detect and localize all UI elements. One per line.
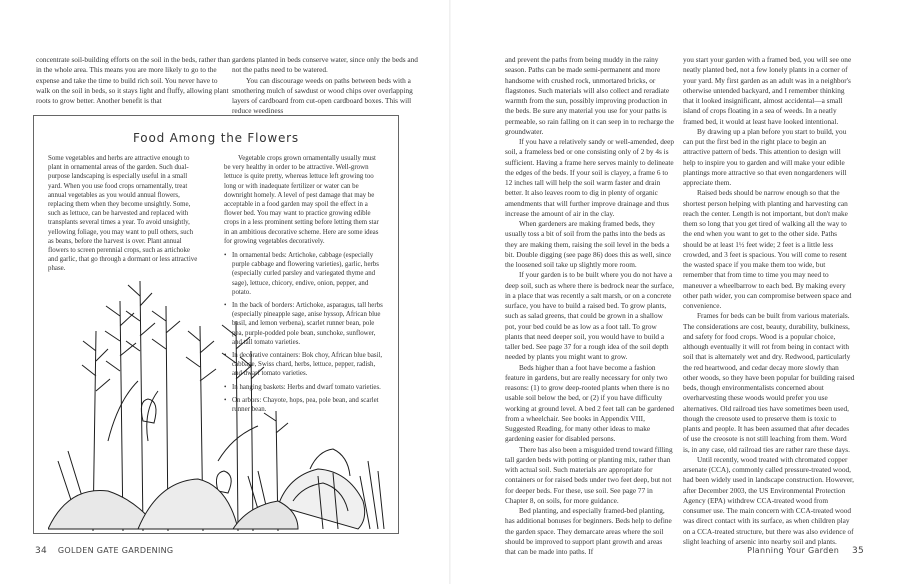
- right-page-column-1: [505, 55, 675, 557]
- paragraph: you start your garden with a framed bed, you will see one neatly planted bed, not a few lonely plants in a corner of your yard. My first garden as an adult was in a neighbor's otherwise untended backyard, and I remember thinking that it looked insignificant, almost accidental—a small island of crops floating in a sea of weeds. In a neatly framed bed, it would at least have looked intentional.: [683, 55, 852, 126]
- paragraph: Beds higher than a foot have become a fashion feature in gardens, but are really necessary for only two reasons: (1) to grow deep-rooted plants when there is no usable soil below the bed, or (2) if you have difficulty working at ground level. A bed 2 feet tall can be gardened from a wheelchair. See books in Appendix VIII, Suggested Reading, for many other ideas to make gardening easier for disabled persons.: [505, 362, 674, 444]
- paragraph: If your garden is to be built where you do not have a deep soil, such as where there is bedrock near the surface, in a place that was recently a salt marsh, or on a concrete surface, you have to build a raised bed. To grow plants, such as salad greens, that could be grown in a shallow pot, your bed could be as low as a foot tall. To grow plants that need deeper soil, you would have to build a taller bed. See page 37 for a rough idea of the soil depth needed by plants you might want to grow.: [505, 270, 674, 362]
- paragraph: If you have a relatively sandy or well-amended, deep soil, a frameless bed or one consisting only of 2 by 4s is sufficient. Having a frame here serves mainly to delineate the edges of the beds. If your soil is clayey, a frame 6 to 12 inches tall will help the soil warm faster and drain better. It also leaves room to dig in plenty of organic amendments that will further improve drainage and thus increase the amount of air in the clay.: [505, 137, 674, 218]
- paragraph: You can discourage weeds on paths between beds with a smothering mulch of sawdust or wood chips over overlapping layers of cardboard from cut-open cardboard boxes. This will reduce weediness: [232, 75, 413, 116]
- paragraph: There has also been a misguided trend toward filling tall garden beds with potting or planting mix, rather than with actual soil. Such materials are appropriate for containers or for raised beds under two feet deep, but not for deeper beds. For these, use soil. See page 77 in Chapter 8, on soils, for more guidance.: [505, 444, 673, 505]
- sidebar-box-food-among-flowers: [33, 115, 399, 534]
- running-head: Planning Your Garden: [747, 546, 840, 555]
- paragraph: Frames for beds can be built from various materials. The considerations are cost, beauty, durability, bulkiness, and safety for food crops. Wood is a popular choice, although eventually it will rot from being in contact with soil that is alternately wet and dry. Redwood, particularly the red heartwood, and cedar decay more slowly than other woods, so they have been popular for building raised beds, though environmentalists concerned about overharvesting these woods would prefer you use alternatives. Old railroad ties have sometimes been used, though the creosote used to preserve them is toxic to plants and people. It has been assumed that after decades of use the creosote is not still leaching from them. Word is, in any case, old railroad ties are rather rare these days.: [683, 311, 855, 454]
- paragraph: and prevent the paths from being muddy in the rainy season. Paths can be made semi-permanent and more handsome with crushed rock, unmortared bricks, or flagstones. Such materials will also collect and reradiate warmth from the sun, possibly improving production in the beds. Be sure any material you use for your paths is permeable, so rain falling on it can seep in to recharge the groundwater.: [505, 55, 674, 136]
- list-item-text: In ornamental beds: Artichoke, cabbage (especially purple cabbage and flowering varieties), garlic, herbs (especially curled parsley and variegated thyme and sage), lettuce, chicory, endive, onion, pepper, and potato.: [232, 252, 379, 296]
- paragraph: Bed planting, and especially framed-bed planting, has additional bonuses for beginners. Beds help to define the garden space. They demarcate areas where the soil should be improved to support plant growth and areas that can be made into paths. If: [505, 506, 672, 556]
- bullet-icon: •: [224, 302, 227, 310]
- sidebar-column-1: [48, 154, 200, 274]
- list-item-text: On arbors: Chayote, hops, pea, pole bean, and scarlet runner bean.: [232, 396, 379, 414]
- bullet-icon: •: [224, 396, 227, 404]
- right-page-footer: [747, 546, 864, 556]
- gutter-divider: [449, 0, 451, 584]
- sidebar-title: Food Among the Flowers: [133, 131, 299, 145]
- paragraph: When gardeners are making framed beds, they usually toss a bit of soil from the paths into the beds as they are making them, raising the soil level in the beds a bit. Double digging (see page 86) does this as well, since the loosened soil take up slightly more room.: [505, 219, 672, 269]
- right-page-column-2: [683, 55, 855, 547]
- bullet-icon: •: [224, 352, 227, 360]
- running-head: GOLDEN GATE GARDENING: [57, 546, 174, 555]
- left-page-column-2: [232, 55, 427, 117]
- paragraph: Raised beds should be narrow enough so that the shortest person helping with planting and harvesting can reach the center. Length is not important, but don't make them so long that you get tired of walking all the way to the end when you want to get to the other side. Paths should be at least 1½ feet wide; 2 feet is a little less crowded, and 3 feet is spacious. You will come to resent the wasted space if you make them too wide, but remember that from time to time you may need to maneuver a wheelbarrow to each bed. By making every other path wider, you can compromise between space and convenience.: [683, 188, 852, 310]
- sidebar-intro-paragraph: Some vegetables and herbs are attractive enough to plant in ornamental areas of the garden. Such dual-purpose landscaping is especially useful in a small yard. When you use food crops ornamentally, treat annual vegetables as you would annual flowers, replacing them when they become unsightly. Some, such as lettuce, can be harvested and replaced with transplants several times a year. To avoid unsightly, yellowing foliage, you may want to pull others, such as beans, before the harvest is over. Plant annual flowers to screen perennial crops, such as artichoke and garlic, that go through a dormant or less attractive phase.: [48, 155, 198, 273]
- bullet-icon: •: [224, 252, 227, 260]
- bullet-icon: •: [224, 383, 227, 391]
- paragraph: concentrate soil-building efforts on the soil in the beds, rather than in the whole area. This means you are more likely to go to the expense and take the time to build rich soil. You never have to walk on the soil in beds, so it stays light and fluffy, allowing plant roots to grow better. Another benefit is that: [36, 55, 231, 105]
- list-item-text: In the back of borders: Artichoke, asparagus, tall herbs (especially pineapple sage, anise hyssop, African blue basil, and lemon verbena), scarlet runner bean, pole pea, purple-podded pole bean, sunchoke, sunflower, and tall tomato varieties.: [232, 302, 383, 346]
- paragraph: By drawing up a plan before you start to build, you can put the first bed in the right place to begin an attractive pattern of beds. This attention to design will help to inspire you to garden and will make your edible plantings more attractive so that even nongardeners will appreciate them.: [683, 126, 847, 187]
- page-number: 35: [851, 546, 864, 556]
- paragraph: Until recently, wood treated with chromated copper arsenate (CCA), commonly called pressure-treated wood, had been widely used in landscape construction. However, after December 2003, the US Environmental Protection Agency (EPA) withdrew CCA-treated wood from consumer use. The main concern with CCA-treated wood was direct contact with its surface, as when children play on a CCA-treated structure, but there was also evidence of slight leaching of arsenic into nearby soil and plants.: [683, 454, 854, 546]
- list-item-text: In decorative containers: Bok choy, African blue basil, cabbage, Swiss chard, herbs, lettuce, pepper, radish, and dwarf tomato varieties.: [232, 352, 383, 378]
- paragraph: gardens planted in beds conserve water, since only the beds and not the paths need to be watered.: [232, 55, 418, 75]
- garden-illustration: [48, 261, 388, 531]
- sidebar-paragraph: Vegetable crops grown ornamentally usually must be very healthy in order to be attractive. Well-grown lettuce is quite pretty, whereas lettuce left growing too long or with inadequate fertilizer or water can be downright homely. A level of pest damage that may be acceptable in a food garden may spoil the effect in a flower bed. You may want to practice growing edible crops in a less prominent setting before letting them star in an ambitious decorative scheme. Here are some ideas for growing vegetables decoratively.: [224, 155, 379, 245]
- page-number: 34: [35, 546, 48, 556]
- left-page-column-1: [36, 55, 231, 106]
- list-item-text: In hanging baskets: Herbs and dwarf tomato varieties.: [232, 383, 381, 391]
- left-page-footer: [35, 546, 173, 556]
